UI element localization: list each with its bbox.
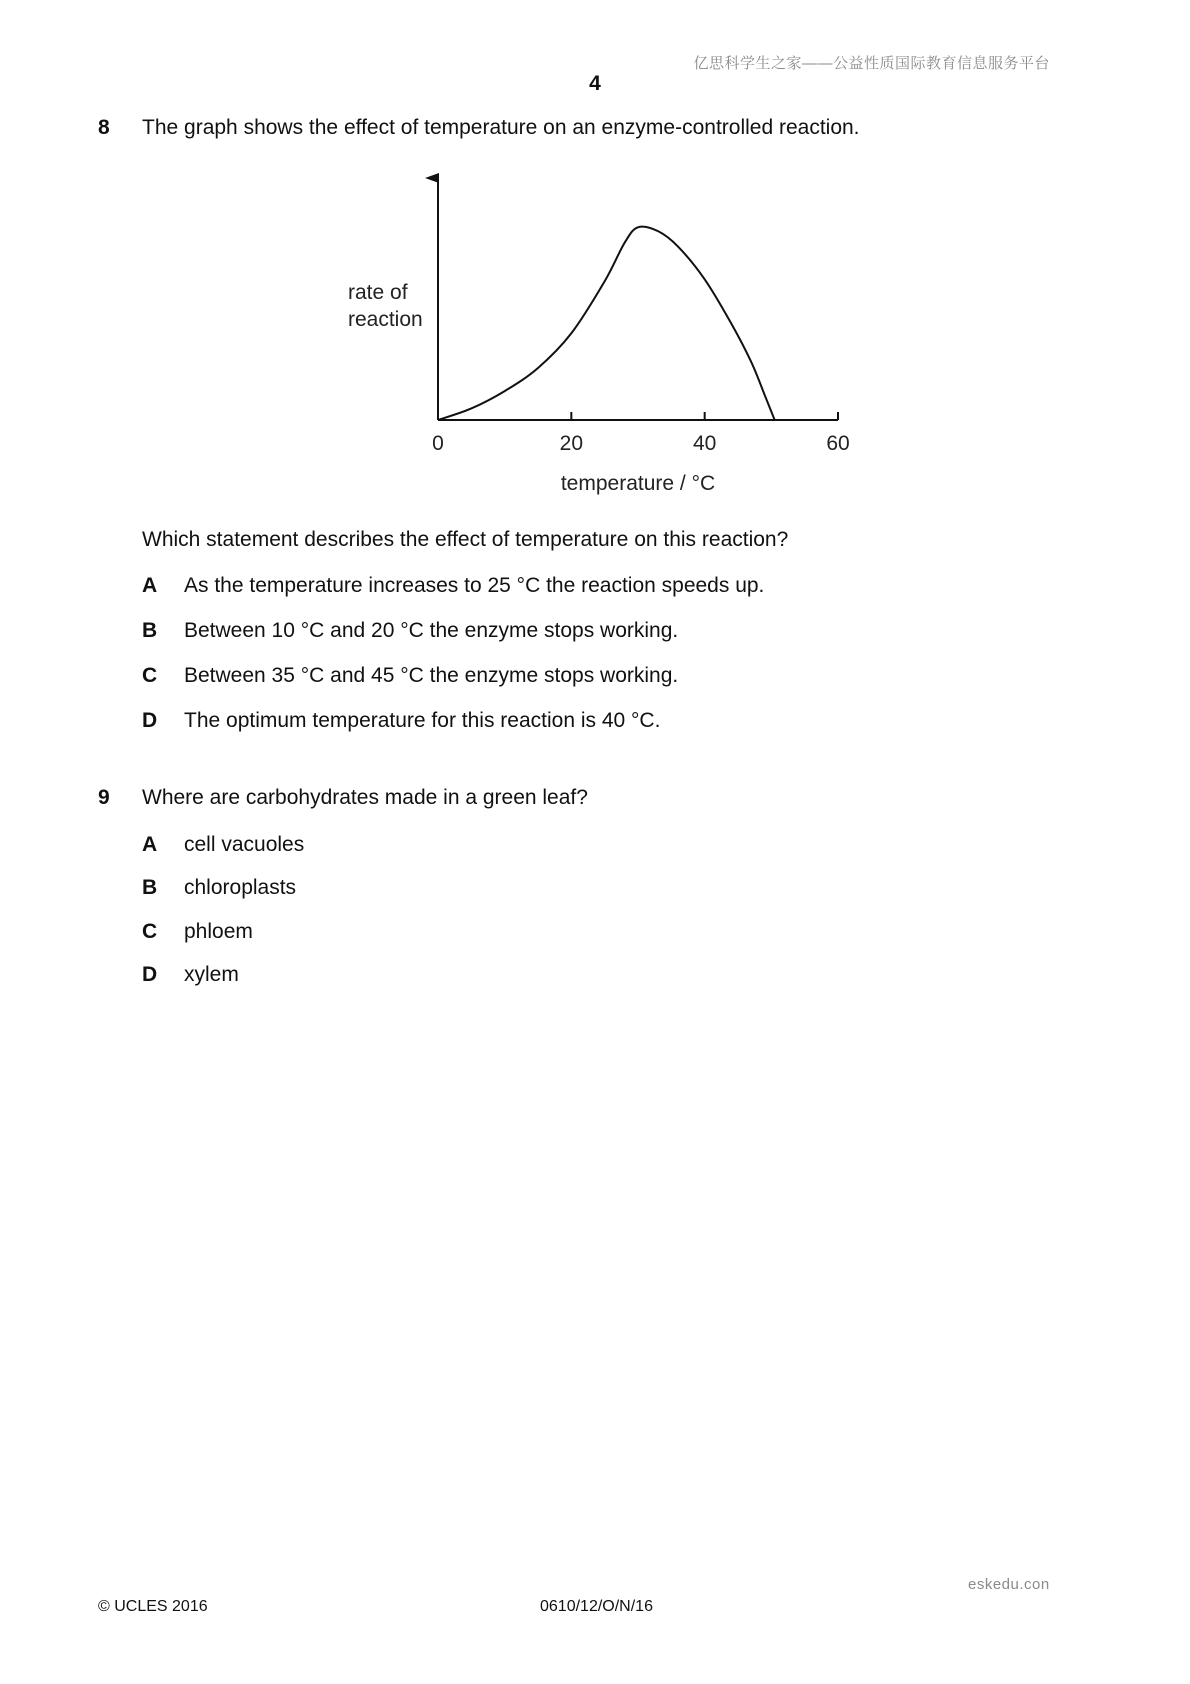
question-9-number: 9 — [98, 786, 110, 809]
option-letter: D — [142, 709, 158, 732]
option-text: The optimum temperature for this reaction is 40 °C. — [184, 709, 661, 732]
option-text: phloem — [184, 920, 253, 943]
option-letter: D — [142, 963, 158, 986]
header-watermark: 亿思科学生之家——公益性质国际教育信息服务平台 — [693, 55, 1050, 72]
question-9-stem: Where are carbohydrates made in a green leaf? — [142, 786, 588, 809]
option-text: Between 10 °C and 20 °C the enzyme stops working. — [184, 619, 679, 642]
option-text: cell vacuoles — [184, 833, 305, 856]
page-number: 4 — [589, 72, 601, 95]
copyright: © UCLES 2016 — [98, 1598, 208, 1615]
rate-curve — [438, 227, 775, 420]
x-axis-label: temperature / °C — [560, 472, 716, 495]
option-text: xylem — [184, 963, 239, 986]
x-tick-label: 0 — [432, 432, 444, 455]
enzyme-temperature-graph — [320, 160, 880, 510]
option-letter: B — [142, 619, 158, 642]
question-8-number: 8 — [98, 116, 110, 139]
question-8-prompt: Which statement describes the effect of temperature on this reaction? — [142, 528, 789, 551]
y-axis-label-line-1: rate of — [348, 281, 408, 304]
question-8-stem: The graph shows the effect of temperature on an enzyme-controlled reaction. — [142, 116, 860, 139]
x-tick-label: 60 — [826, 432, 850, 455]
footer-watermark: eskedu.con — [968, 1576, 1050, 1593]
option-letter: C — [142, 664, 158, 687]
option-text: chloroplasts — [184, 876, 297, 899]
x-tick-label: 20 — [559, 432, 584, 455]
option-text: Between 35 °C and 45 °C the enzyme stops working. — [184, 664, 679, 687]
option-letter: A — [142, 833, 158, 856]
y-axis-label-line-2: reaction — [348, 308, 423, 331]
option-text: As the temperature increases to 25 °C the reaction speeds up. — [184, 574, 765, 597]
option-letter: C — [142, 920, 158, 943]
paper-code: 0610/12/O/N/16 — [540, 1598, 653, 1615]
option-letter: A — [142, 574, 158, 597]
x-tick-label: 40 — [692, 432, 717, 455]
option-letter: B — [142, 876, 158, 899]
